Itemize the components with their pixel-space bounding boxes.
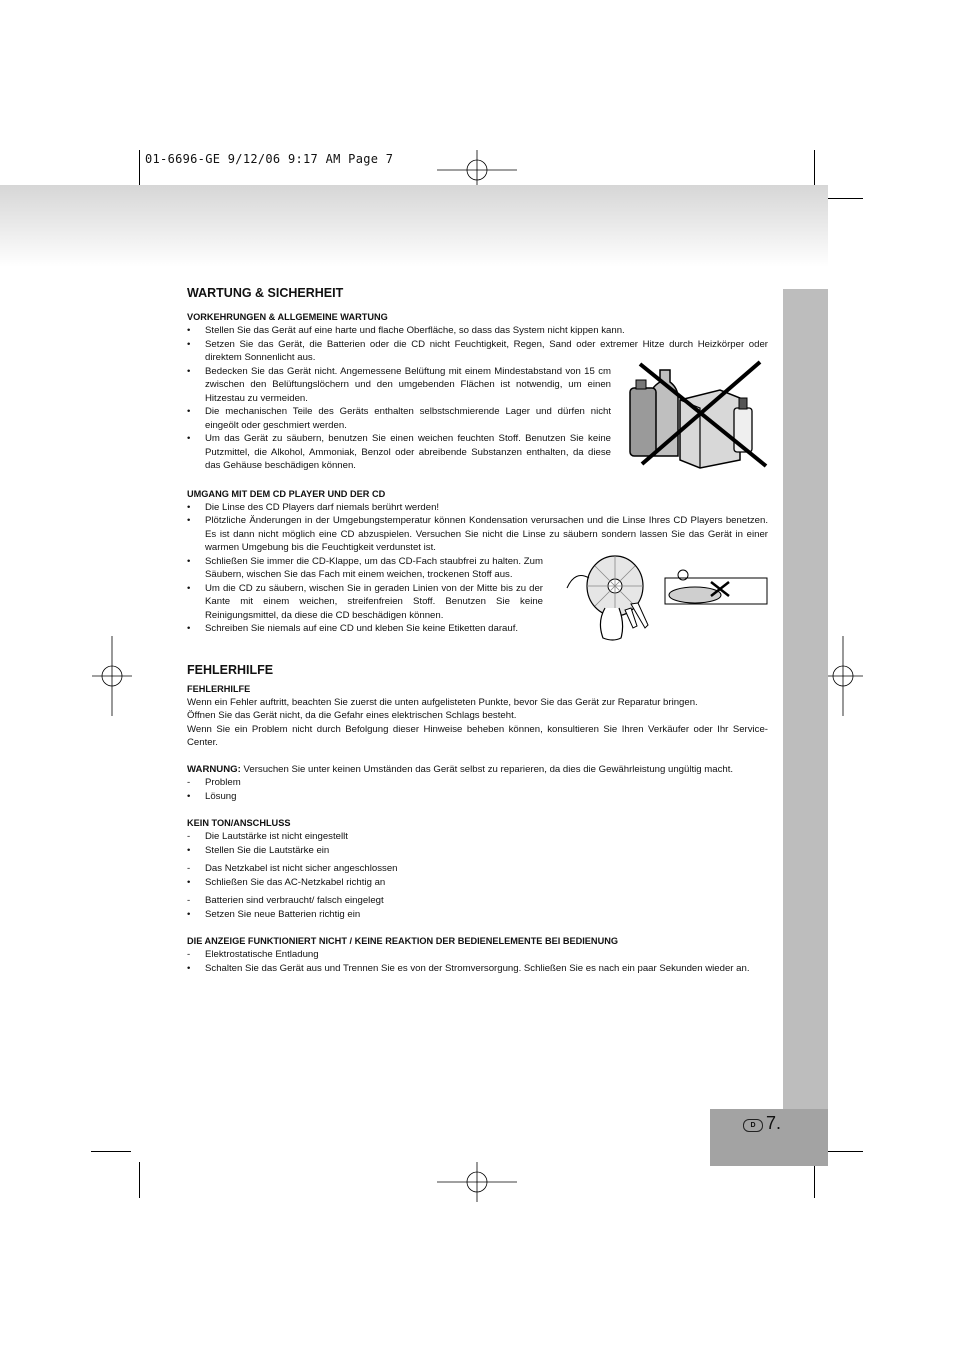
list-item: • Bedecken Sie das Gerät nicht. Angemessene Belüftung mit einem Mindestabstand von 15 cm zwischen den Belüftungslöchern und den umgebenden Flächen ist notwendig, um einen Hitzestau zu vermeiden. bbox=[187, 365, 611, 404]
list-anzeige bbox=[187, 948, 768, 975]
solution-item: • Schließen Sie das AC-Netzkabel richtig an bbox=[187, 876, 386, 888]
print-slug: 01-6696-GE 9/12/06 9:17 AM Page 7 bbox=[145, 152, 394, 166]
list-item: • Schließen Sie immer die CD-Klappe, um das CD-Fach staubfrei zu halten. Zum Säubern, wischen Sie das Fach mit einem weichen, trockenen Stoff aus. bbox=[187, 555, 543, 580]
list-item: • Die mechanischen Teile des Geräts enthalten selbstschmierende Lager und dürfen nicht eingeölt oder geschmiert werden. bbox=[187, 406, 611, 431]
legend-list bbox=[187, 776, 768, 803]
page-number-tab bbox=[710, 1109, 828, 1166]
registration-mark bbox=[92, 636, 132, 716]
intro-line: Öffnen Sie das Gerät nicht, da die Gefahr eines elektrischen Schlags besteht. bbox=[187, 710, 517, 721]
registration-mark bbox=[437, 150, 517, 190]
warning-label: WARNUNG: bbox=[187, 763, 241, 775]
page-content bbox=[187, 285, 768, 975]
legend-problem: - Problem bbox=[187, 777, 241, 788]
solution-item: • Schalten Sie das Gerät aus und Trennen Sie es von der Stromversorgung. Schließen Sie es nach ein paar Sekunden wieder an. bbox=[187, 962, 750, 974]
intro-line: Wenn ein Fehler auftritt, beachten Sie zuerst die unten aufgelisteten Punkte, bevor Sie das Gerät zur Reparatur bringen. bbox=[187, 696, 698, 708]
list-item: • Setzen Sie das Gerät, die Batterien oder die CD nicht Feuchtigkeit, Regen, Sand oder extremer Hitze durch Heizkörper oder direktem Sonnenlicht aus. bbox=[187, 338, 768, 363]
list-item: • Plötzliche Änderungen in der Umgebungstemperatur können Kondensation verursachen und die Linse Ihres CD Players benetzen. Es ist dann nicht möglich eine CD abzuspielen. Versuchen Sie nicht die Linse zu säubern sondern lassen Sie das Gerät in einer warmen Umgebung bis die Feuchtigkeit verdunstet ist. bbox=[187, 515, 768, 553]
crop-mark bbox=[823, 1151, 863, 1152]
crop-mark bbox=[139, 150, 140, 186]
subheading-kein-ton: KEIN TON/ANSCHLUSS bbox=[187, 818, 291, 828]
list-kein-ton bbox=[187, 830, 768, 921]
warning-paragraph bbox=[187, 763, 768, 777]
subheading-fehlerhilfe: FEHLERHILFE bbox=[187, 683, 251, 694]
problem-item: - Elektrostatische Entladung bbox=[187, 949, 319, 960]
registration-mark bbox=[437, 1162, 517, 1202]
crop-mark bbox=[814, 1162, 815, 1198]
list-item: • Um die CD zu säubern, wischen Sie in geraden Linien von der Mitte bis zu der Kante mit einem weichen, streifenfreien Stoff. Benutzen Sie keine Reinigungsmittel, da diese die CD beschädigen können. bbox=[187, 582, 543, 621]
solution-item: • Setzen Sie neue Batterien richtig ein bbox=[187, 908, 361, 920]
crop-mark bbox=[139, 1162, 140, 1198]
problem-item: - Die Lautstärke ist nicht eingestellt bbox=[187, 831, 348, 842]
header-gradient-band bbox=[0, 185, 828, 267]
list-item: • Die Linse des CD Players darf niemals berührt werden! bbox=[187, 501, 440, 513]
subheading-anzeige: DIE ANZEIGE FUNKTIONIERT NICHT / KEINE REAKTION DER BEDIENELEMENTE BEI BEDIENUNG bbox=[187, 936, 618, 946]
list-item: • Um das Gerät zu säubern, benutzen Sie einen weichen feuchten Stoff. Benutzen Sie keine Putzmittel, die Alkohol, Ammoniak, Benzol oder abreibende Substanzen enthalten, da diese das Gehäuse beschädigen können. bbox=[187, 433, 611, 471]
problem-item: - Batterien sind verbraucht/ falsch eingelegt bbox=[187, 895, 384, 906]
crop-mark bbox=[91, 1151, 131, 1152]
solution-item: • Stellen Sie die Lautstärke ein bbox=[187, 844, 330, 856]
crop-mark bbox=[823, 198, 863, 199]
gray-sidebar bbox=[783, 289, 828, 1110]
list-item: • Stellen Sie das Gerät auf eine harte und flache Oberfläche, so dass das System nicht kippen kann. bbox=[187, 325, 625, 336]
section-title-wartung: WARTUNG & SICHERHEIT bbox=[187, 286, 344, 300]
legend-solution: • Lösung bbox=[187, 790, 237, 802]
page-number: 7. bbox=[766, 1113, 782, 1133]
crop-mark bbox=[814, 150, 815, 186]
registration-mark bbox=[823, 636, 863, 716]
subheading-vorkehrungen: VORKEHRUNGEN & ALLGEMEINE WARTUNG bbox=[187, 312, 388, 322]
list-item: • Schreiben Sie niemals auf eine CD und kleben Sie keine Etiketten darauf. bbox=[187, 623, 519, 634]
list-cd-player bbox=[187, 501, 768, 636]
section-title-fehlerhilfe: FEHLERHILFE bbox=[187, 662, 274, 677]
intro-line: Wenn Sie ein Problem nicht durch Befolgung dieser Hinweise beheben können, konsultieren Sie Ihren Verkäufer oder Ihr Service-Center. bbox=[187, 723, 768, 748]
problem-item: - Das Netzkabel ist nicht sicher angeschlossen bbox=[187, 863, 398, 874]
warning-text: Versuchen Sie unter keinen Umständen das Gerät selbst zu reparieren, da dies die Gewährleistung ungültig macht. bbox=[240, 763, 734, 775]
language-badge: D bbox=[743, 1119, 763, 1132]
subheading-cd-player: UMGANG MIT DEM CD PLAYER UND DER CD bbox=[187, 488, 386, 499]
list-vorkehrungen bbox=[187, 324, 768, 473]
